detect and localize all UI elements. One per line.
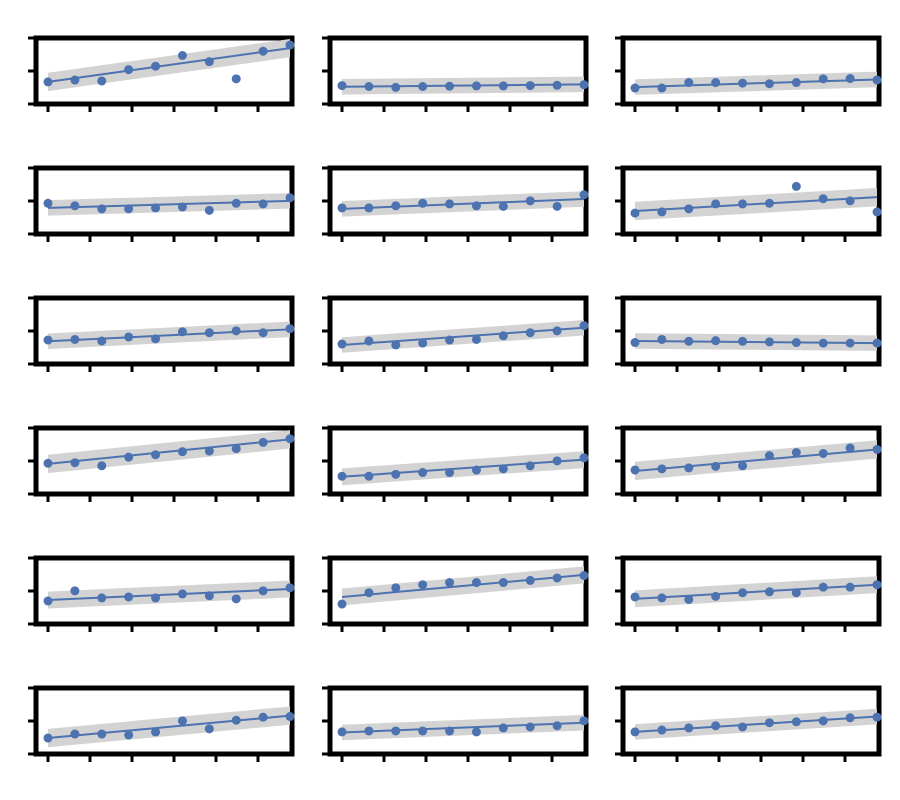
data-point	[684, 723, 693, 732]
data-point	[338, 600, 347, 609]
data-point	[70, 76, 79, 85]
data-point	[178, 447, 187, 456]
data-point	[819, 583, 828, 592]
data-point	[472, 81, 481, 90]
data-point	[526, 461, 535, 470]
data-point	[259, 586, 268, 595]
data-point	[499, 723, 508, 732]
data-point	[819, 716, 828, 725]
data-point	[418, 726, 427, 735]
data-point	[338, 727, 347, 736]
data-point	[178, 327, 187, 336]
panel-12	[615, 428, 882, 502]
data-point	[657, 335, 666, 344]
panel-5	[322, 168, 589, 242]
data-point	[44, 459, 53, 468]
data-point	[846, 713, 855, 722]
data-point	[631, 84, 640, 93]
data-point	[472, 578, 481, 587]
data-point	[70, 335, 79, 344]
data-point	[553, 721, 562, 730]
data-point	[684, 204, 693, 213]
data-point	[259, 199, 268, 208]
data-point	[526, 81, 535, 90]
data-point	[499, 81, 508, 90]
data-point	[391, 726, 400, 735]
panel-18	[615, 688, 882, 762]
data-point	[445, 336, 454, 345]
data-point	[205, 724, 214, 733]
data-point	[526, 196, 535, 205]
data-point	[97, 204, 106, 213]
data-point	[765, 199, 774, 208]
data-point	[580, 571, 589, 580]
data-point	[44, 199, 53, 208]
data-point	[259, 328, 268, 337]
data-point	[418, 468, 427, 477]
data-point	[738, 79, 747, 88]
data-point	[232, 594, 241, 603]
data-point	[151, 727, 160, 736]
data-point	[580, 80, 589, 89]
data-point	[711, 721, 720, 730]
data-point	[711, 199, 720, 208]
panel-4	[28, 168, 295, 242]
panel-16	[28, 688, 295, 762]
data-point	[684, 78, 693, 87]
data-point	[364, 726, 373, 735]
data-point	[846, 339, 855, 348]
data-point	[286, 324, 295, 333]
data-point	[819, 74, 828, 83]
data-point	[846, 196, 855, 205]
data-point	[178, 202, 187, 211]
panel-frame	[623, 38, 879, 104]
data-point	[205, 591, 214, 600]
data-point	[846, 74, 855, 83]
data-point	[445, 199, 454, 208]
data-point	[631, 209, 640, 218]
data-point	[364, 588, 373, 597]
data-point	[792, 78, 801, 87]
panel-14	[322, 558, 589, 632]
data-point	[873, 339, 882, 348]
panel-7	[28, 298, 295, 372]
data-point	[418, 199, 427, 208]
data-point	[526, 576, 535, 585]
data-point	[151, 62, 160, 71]
data-point	[738, 199, 747, 208]
data-point	[70, 730, 79, 739]
data-point	[657, 593, 666, 602]
data-point	[205, 328, 214, 337]
data-point	[445, 468, 454, 477]
data-point	[445, 82, 454, 91]
data-point	[819, 449, 828, 458]
data-point	[391, 201, 400, 210]
data-point	[259, 713, 268, 722]
data-point	[124, 65, 133, 74]
panel-15	[615, 558, 882, 632]
data-point	[846, 443, 855, 452]
data-point	[684, 337, 693, 346]
data-point	[178, 51, 187, 60]
data-point	[151, 334, 160, 343]
data-point	[657, 464, 666, 473]
data-point	[526, 328, 535, 337]
data-point	[631, 338, 640, 347]
data-point	[338, 203, 347, 212]
data-point	[553, 326, 562, 335]
data-point	[792, 717, 801, 726]
data-point	[846, 583, 855, 592]
data-point	[631, 592, 640, 601]
data-point	[499, 202, 508, 211]
data-point	[178, 716, 187, 725]
data-point	[738, 337, 747, 346]
data-point	[338, 340, 347, 349]
panel-2	[322, 38, 589, 112]
data-point	[631, 727, 640, 736]
panel-3	[615, 38, 882, 112]
data-point	[499, 578, 508, 587]
panel-9	[615, 298, 882, 372]
panel-1	[28, 38, 295, 112]
data-point	[792, 448, 801, 457]
data-point	[819, 194, 828, 203]
data-point	[286, 583, 295, 592]
data-point	[338, 81, 347, 90]
data-point	[553, 573, 562, 582]
data-point	[765, 337, 774, 346]
data-point	[391, 583, 400, 592]
data-point	[338, 472, 347, 481]
data-point	[44, 336, 53, 345]
data-point	[286, 193, 295, 202]
panel-6	[615, 168, 882, 242]
panel-frame	[623, 298, 879, 364]
data-point	[684, 463, 693, 472]
data-point	[445, 726, 454, 735]
data-point	[364, 472, 373, 481]
data-point	[580, 190, 589, 199]
data-point	[580, 453, 589, 462]
data-point	[873, 76, 882, 85]
panel-17	[322, 688, 589, 762]
data-point	[232, 199, 241, 208]
data-point	[205, 447, 214, 456]
data-point	[711, 336, 720, 345]
data-point	[765, 79, 774, 88]
data-point	[418, 82, 427, 91]
data-point	[391, 340, 400, 349]
data-point	[684, 595, 693, 604]
data-point	[873, 580, 882, 589]
data-point	[364, 336, 373, 345]
data-point	[391, 470, 400, 479]
data-point	[631, 466, 640, 475]
data-point	[873, 445, 882, 454]
data-point	[205, 206, 214, 215]
data-point	[97, 730, 106, 739]
data-point	[97, 461, 106, 470]
data-point	[765, 718, 774, 727]
data-point	[553, 456, 562, 465]
data-point	[286, 712, 295, 721]
data-point	[124, 453, 133, 462]
data-point	[70, 586, 79, 595]
panel-13	[28, 558, 295, 632]
data-point	[44, 734, 53, 743]
data-point	[792, 588, 801, 597]
data-point	[391, 83, 400, 92]
data-point	[580, 716, 589, 725]
data-point	[418, 339, 427, 348]
data-point	[711, 78, 720, 87]
data-point	[499, 464, 508, 473]
data-point	[472, 201, 481, 210]
data-point	[738, 722, 747, 731]
panel-11	[322, 428, 589, 502]
data-point	[553, 202, 562, 211]
data-point	[178, 589, 187, 598]
data-point	[819, 339, 828, 348]
data-point	[286, 41, 295, 50]
data-point	[765, 587, 774, 596]
data-point	[151, 450, 160, 459]
data-point	[259, 47, 268, 56]
data-point	[124, 204, 133, 213]
data-point	[151, 593, 160, 602]
data-point	[657, 207, 666, 216]
data-point	[580, 321, 589, 330]
data-point	[97, 593, 106, 602]
data-point	[738, 588, 747, 597]
data-point	[232, 444, 241, 453]
data-point	[472, 335, 481, 344]
data-point	[792, 338, 801, 347]
data-point	[711, 592, 720, 601]
data-point	[657, 726, 666, 735]
data-point	[873, 713, 882, 722]
data-point	[711, 462, 720, 471]
data-point	[657, 84, 666, 93]
data-point	[124, 592, 133, 601]
data-point	[472, 727, 481, 736]
data-point	[124, 332, 133, 341]
data-point	[97, 76, 106, 85]
data-point	[70, 201, 79, 210]
data-point	[70, 458, 79, 467]
data-point	[553, 81, 562, 90]
data-point	[873, 207, 882, 216]
data-point	[765, 451, 774, 460]
data-point	[44, 77, 53, 86]
data-point	[418, 580, 427, 589]
data-point	[205, 57, 214, 66]
data-point	[151, 203, 160, 212]
data-point	[792, 182, 801, 191]
data-point	[499, 331, 508, 340]
data-point	[526, 722, 535, 731]
data-point	[364, 82, 373, 91]
data-point	[44, 596, 53, 605]
data-point	[738, 461, 747, 470]
data-point	[97, 336, 106, 345]
data-point	[124, 730, 133, 739]
data-point	[232, 74, 241, 83]
data-point	[259, 438, 268, 447]
data-point	[232, 716, 241, 725]
data-point	[286, 434, 295, 443]
data-point	[445, 578, 454, 587]
panel-10	[28, 428, 295, 502]
data-point	[364, 203, 373, 212]
panel-8	[322, 298, 589, 372]
data-point	[232, 326, 241, 335]
data-point	[472, 466, 481, 475]
